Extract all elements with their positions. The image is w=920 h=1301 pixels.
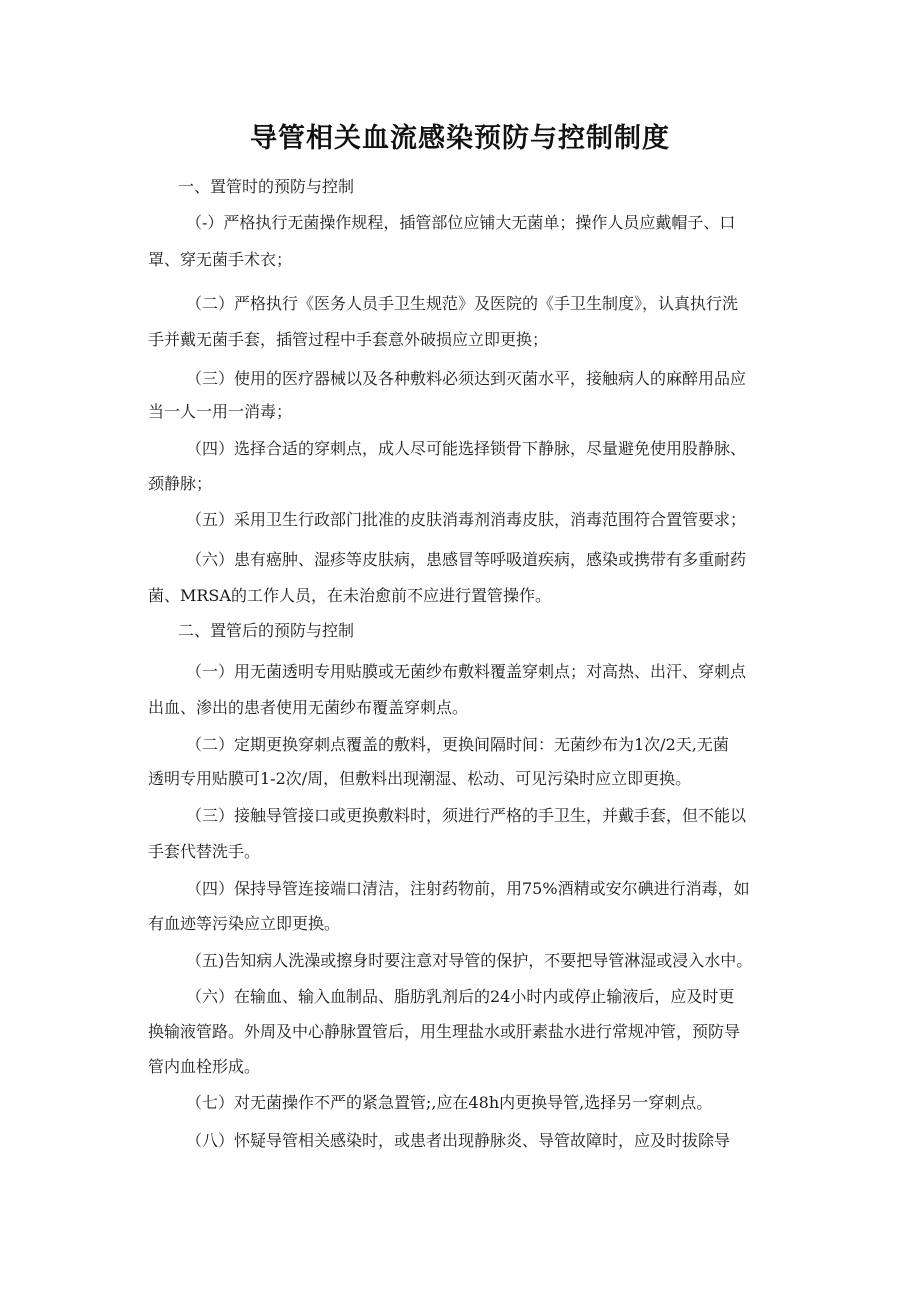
paragraph-line: （八）怀疑导管相关感染时，或患者出现静脉炎、导管故障时，应及时拔除导 <box>186 1131 731 1150</box>
paragraph-line: 手套代替洗手。 <box>148 842 261 861</box>
paragraph-line: （五)告知病人洗澡或擦身时要注意对导管的保护，不要把导管淋湿或浸入水中。 <box>186 951 753 970</box>
paragraph-line: （一）用无菌透明专用贴膜或无菌纱布敷料覆盖穿刺点；对高热、出汗、穿刺点 <box>186 662 747 681</box>
paragraph-line: （三）使用的医疗器械以及各种敷料必须达到灭菌水平，接触病人的麻醉用品应 <box>186 369 747 388</box>
paragraph-line: （六）患有癌肿、湿疹等皮肤病，患感冒等呼吸道疾病，感染或携带有多重耐药 <box>186 550 747 569</box>
paragraph-line: （二）严格执行《医务人员手卫生规范》及医院的《手卫生制度》，认真执行洗 <box>186 294 739 313</box>
paragraph-line: 透明专用贴膜可1-2次/周，但敷料出现潮湿、松动、可见污染时应立即更换。 <box>148 769 692 788</box>
paragraph-line: 菌、MRSA的工作人员，在未治愈前不应进行置管操作。 <box>148 586 551 605</box>
paragraph-line: 手并戴无菌手套，插管过程中手套意外破损应立即更换； <box>148 330 549 349</box>
paragraph-line: （四）保持导管连接端口清洁，注射药物前，用75%酒精或安尔碘进行消毒，如 <box>186 879 750 898</box>
section-heading: 一、置管时的预防与控制 <box>178 177 355 196</box>
paragraph-line: 有血迹等污染应立即更换。 <box>148 914 341 933</box>
paragraph-line: 当一人一用一消毒； <box>148 402 293 421</box>
paragraph-line: （二）定期更换穿刺点覆盖的敷料，更换间隔时间：无菌纱布为1次/2天,无菌 <box>186 735 729 754</box>
paragraph-line: （七）对无菌操作不严的紧急置管;,应在48h内更换导管,选择另一穿刺点。 <box>186 1093 713 1112</box>
paragraph-line: 颈静脉； <box>148 474 213 493</box>
paragraph-line: 出血、渗出的患者使用无菌纱布覆盖穿刺点。 <box>148 698 469 717</box>
paragraph-line: 罩、穿无菌手术衣； <box>148 250 293 269</box>
paragraph-line: 换输液管路。外周及中心静脉置管后，用生理盐水或肝素盐水进行常规冲管，预防导 <box>148 1022 741 1041</box>
paragraph-line: （五）采用卫生行政部门批准的皮肤消毒剂消毒皮肤，消毒范围符合置管要求； <box>186 510 747 529</box>
paragraph-line: （-）严格执行无菌操作规程，插管部位应铺大无菌单；操作人员应戴帽子、口 <box>186 213 736 232</box>
paragraph-line: （六）在输血、输入血制品、脂肪乳剂后的24小时内或停止输液后，应及时更 <box>186 987 735 1006</box>
paragraph-line: （四）选择合适的穿刺点，成人尽可能选择锁骨下静脉，尽量避免使用股静脉、 <box>186 439 747 458</box>
paragraph-line: 管内血栓形成。 <box>148 1057 261 1076</box>
page-title: 导管相关血流感染预防与控制制度 <box>250 123 670 154</box>
section-heading: 二、置管后的预防与控制 <box>178 621 355 640</box>
paragraph-line: （三）接触导管接口或更换敷料时，须进行严格的手卫生，并戴手套，但不能以 <box>186 806 747 825</box>
